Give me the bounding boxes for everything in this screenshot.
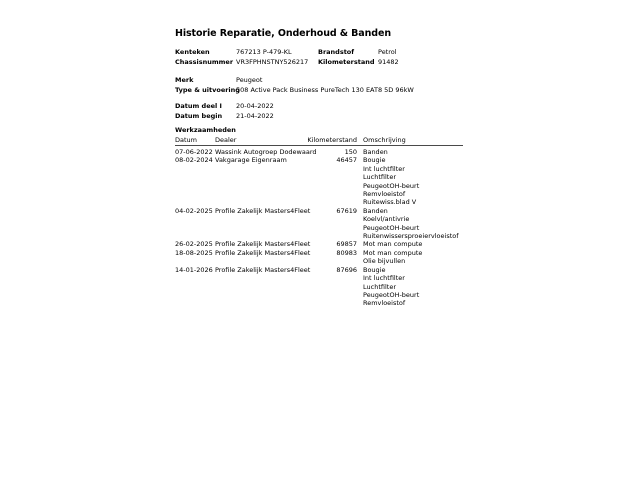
table-row <box>175 148 463 156</box>
dealer-cell: Wassink Autogroep Dodewaard <box>215 148 317 156</box>
description-line: Luchtfilter <box>363 173 396 182</box>
omschrijving-cell <box>357 156 463 206</box>
dates-section <box>175 102 475 121</box>
type-uitvoering-value: 508 Active Pack Business PureTech 130 EAT8 5D 96kW <box>236 85 414 94</box>
omschrijving-cell <box>357 249 463 266</box>
datum-cell: 08-02-2024 <box>175 156 213 165</box>
omschrijving-cell <box>357 148 463 156</box>
description-line: Koelvl/antivrie <box>363 215 410 224</box>
table-row <box>175 266 463 308</box>
description-line: Mot man compute <box>363 240 423 249</box>
description-line: PeugeotOH-beurt <box>363 181 420 190</box>
kilometerstand-cell: 67619 <box>336 206 357 215</box>
table-row <box>175 156 463 206</box>
table-body <box>175 148 463 308</box>
chassisnummer-label: Chassisnummer <box>175 57 234 66</box>
omschrijving-cell <box>357 240 463 248</box>
datum-begin-label: Datum begin <box>175 111 223 120</box>
datum-cell: 26-02-2025 <box>175 240 213 249</box>
description-line: Remvloeistof <box>363 190 406 199</box>
description-line: Mot man compute <box>363 248 423 257</box>
datum-cell: 14-01-2026 <box>175 265 213 274</box>
description-line: Int luchtfilter <box>363 274 405 283</box>
column-header-omschrijving: Omschrijving <box>363 135 406 144</box>
description-line: Ruitenwissersproeiervloeistof <box>363 232 459 241</box>
description-line: PeugeotOH-beurt <box>363 223 420 232</box>
dealer-cell: Profile Zakelijk Masters4Fleet <box>215 248 311 257</box>
kenteken-value: 767213 P-479-KL <box>236 48 292 56</box>
kilometerstand-value: 91482 <box>378 57 399 66</box>
description-line: Ruitewiss.blad V <box>363 198 417 207</box>
description-line: Bougie <box>363 156 386 165</box>
description-line: Bougie <box>363 265 386 274</box>
description-line: Luchtfilter <box>363 282 396 291</box>
column-header-dealer: Dealer <box>215 135 237 144</box>
table-row <box>175 240 463 248</box>
chassisnummer-value: VR3FPHNSTNY526217 <box>236 57 309 66</box>
description-line: Int luchtfilter <box>363 164 405 173</box>
brandstof-value: Petrol <box>378 48 397 56</box>
table-row <box>175 207 463 241</box>
description-line: PeugeotOH-beurt <box>363 290 420 299</box>
description-line: Banden <box>363 148 388 156</box>
kenteken-label: Kenteken <box>175 48 210 56</box>
kilometerstand-cell: 69857 <box>336 240 357 249</box>
kilometerstand-cell: 87696 <box>336 265 357 274</box>
datum-cell: 07-06-2022 <box>175 148 213 156</box>
dealer-cell: Profile Zakelijk Masters4Fleet <box>215 240 311 249</box>
datum-deel1-label: Datum deel I <box>175 102 222 110</box>
column-header-datum: Datum <box>175 135 197 144</box>
datum-begin-value: 21-04-2022 <box>236 111 274 120</box>
brandstof-label: Brandstof <box>318 48 355 56</box>
table-row <box>175 249 463 266</box>
vehicle-id-section <box>175 48 475 67</box>
vehicle-history-report <box>175 28 475 308</box>
dealer-cell: Vakgarage Eigenraam <box>215 156 287 165</box>
omschrijving-cell <box>357 266 463 308</box>
datum-deel1-value: 20-04-2022 <box>236 102 274 110</box>
type-uitvoering-label: Type & uitvoering <box>175 85 240 94</box>
merk-value: Peugeot <box>236 76 263 84</box>
kilometerstand-cell: 46457 <box>336 156 357 165</box>
werkzaamheden-table <box>175 136 463 308</box>
description-line: Olie bijvullen <box>363 257 406 266</box>
description-line: Remvloeistof <box>363 299 406 308</box>
column-header-kilometerstand: Kilometerstand <box>307 135 357 144</box>
omschrijving-cell <box>357 207 463 241</box>
datum-cell: 18-08-2025 <box>175 248 213 257</box>
kilometerstand-cell: 80983 <box>336 248 357 257</box>
vehicle-model-section <box>175 76 475 95</box>
kilometerstand-label: Kilometerstand <box>318 57 375 66</box>
dealer-cell: Profile Zakelijk Masters4Fleet <box>215 206 311 215</box>
werkzaamheden-heading: Werkzaamheden <box>175 126 236 134</box>
description-line: Banden <box>363 206 388 215</box>
datum-cell: 04-02-2025 <box>175 206 213 215</box>
page-title: Historie Reparatie, Onderhoud & Banden <box>175 28 391 39</box>
merk-label: Merk <box>175 76 194 84</box>
dealer-cell: Profile Zakelijk Masters4Fleet <box>215 265 311 274</box>
kilometerstand-cell: 150 <box>344 148 357 156</box>
table-header-row <box>175 136 463 147</box>
